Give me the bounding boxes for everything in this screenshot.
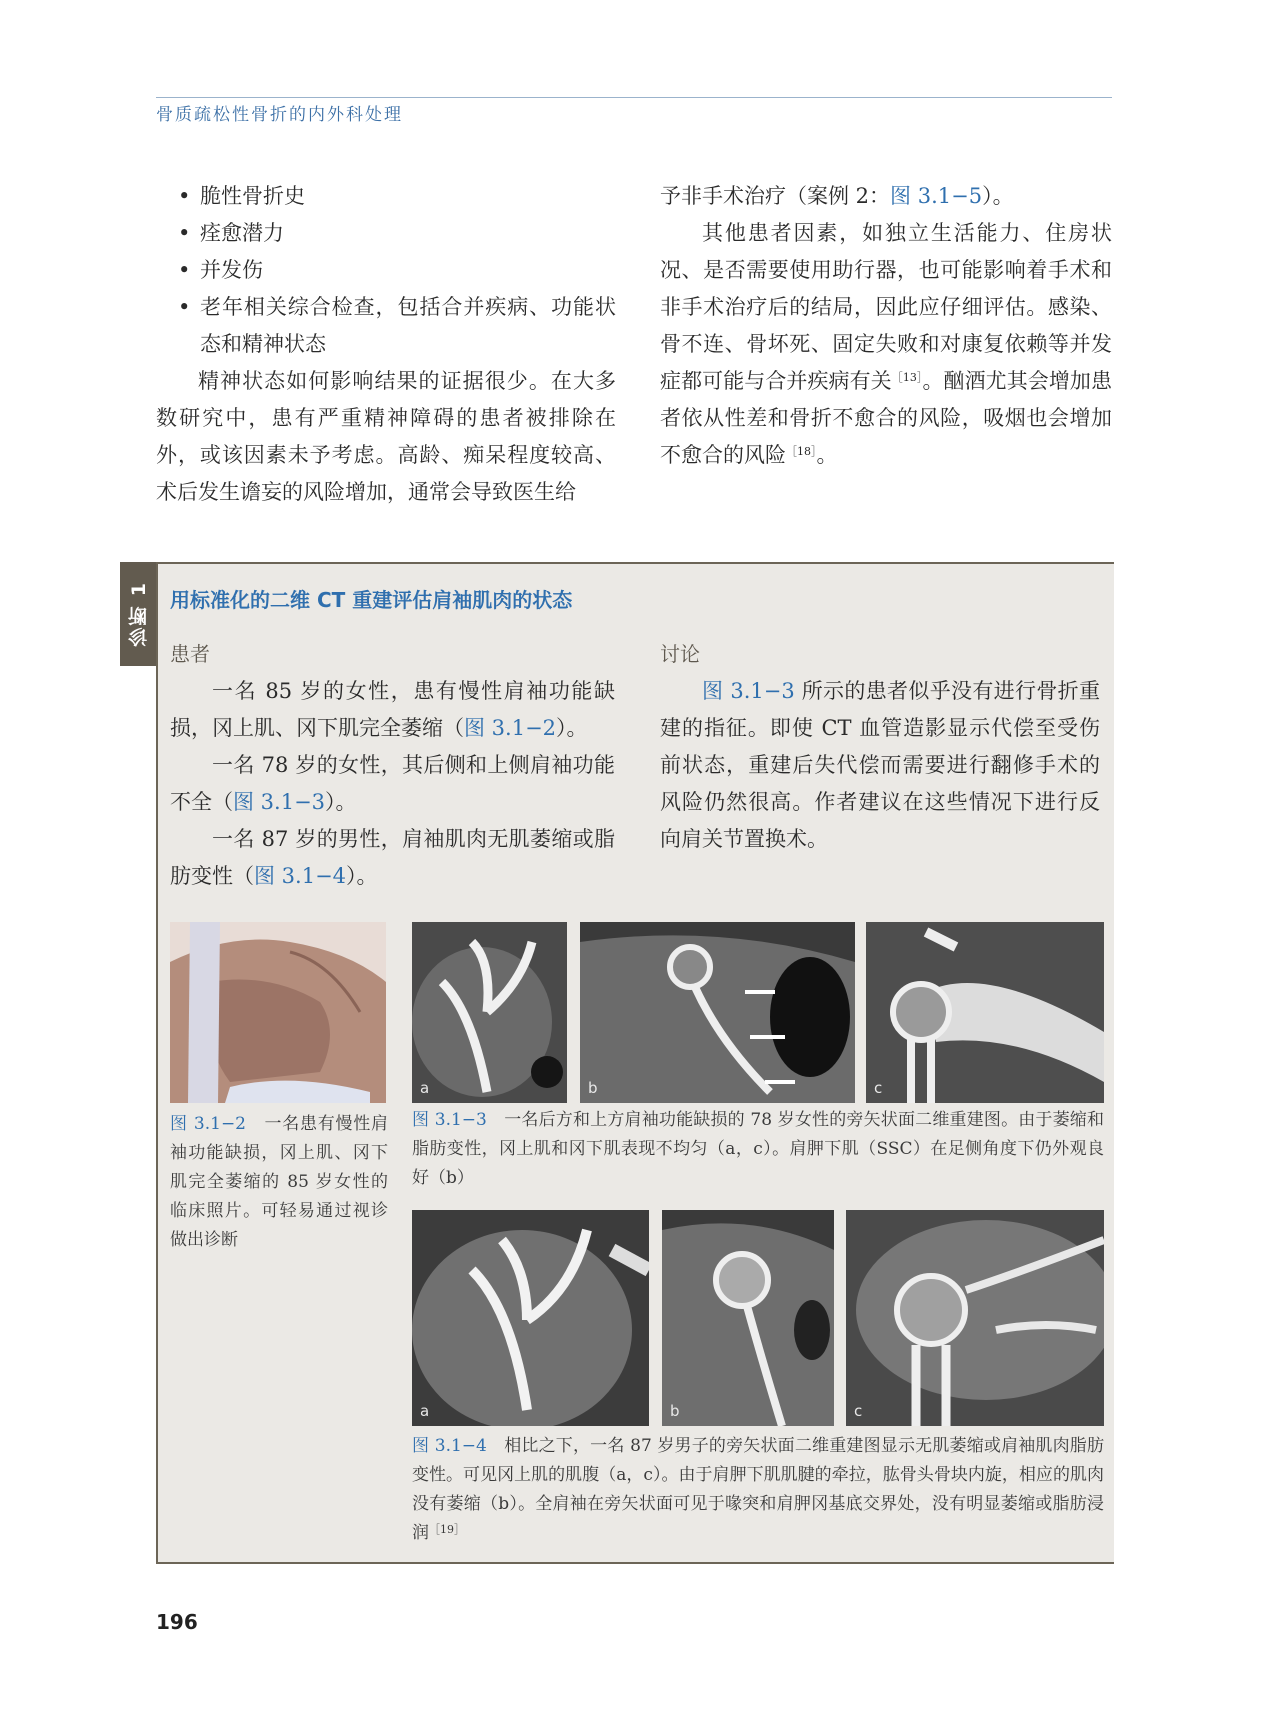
- body-line: 予非手术治疗（案例 2：图 3.1−5）。: [660, 184, 1014, 208]
- panel-label: b: [588, 1079, 598, 1097]
- header-rule: [156, 97, 1112, 98]
- citation[interactable]: ［18］: [786, 445, 817, 458]
- left-column: [156, 178, 616, 511]
- list-item: • 痊愈潜力: [156, 215, 616, 252]
- body-paragraph: 精神状态如何影响结果的证据很少。在大多数研究中，患有严重精神障碍的患者被排除在外，或该因素未予考虑。高龄、痴呆程度较高、术后发生谵妄的风险增加，通常会导致医生给: [156, 369, 616, 504]
- right-column: [660, 178, 1112, 474]
- figure-number: 图 3.1−3: [412, 1110, 487, 1130]
- list-item: • 并发伤: [156, 252, 616, 289]
- ct-image-graphic: [412, 1210, 649, 1426]
- ct-image-graphic: [866, 922, 1104, 1103]
- citation[interactable]: ［19］: [429, 1523, 465, 1536]
- ct-image-graphic: [412, 922, 567, 1103]
- list-item: • 脆性骨折史: [156, 178, 616, 215]
- ct-panel-3b: [580, 922, 855, 1103]
- figure-caption-3-1-2: 图 3.1−2 一名患有慢性肩袖功能缺损，冈上肌、冈下肌完全萎缩的 85 岁女性的临床照片。可轻易通过视诊做出诊断: [170, 1114, 388, 1250]
- patients-heading: 患者: [170, 642, 210, 666]
- figure-ref-link[interactable]: 图 3.1−3: [233, 790, 326, 814]
- panel-label: a: [420, 1402, 430, 1420]
- ct-panel-4c: [846, 1210, 1104, 1426]
- discussion-paragraph: 图 3.1−3 所示的患者似乎没有进行骨折重建的指征。即使 CT 血管造影显示代偿至受伤前状态，重建后失代偿而需要进行翻修手术的风险仍然很高。作者建议在这些情况下进行反向肩关节置换术。: [660, 679, 1100, 851]
- discussion-column: [660, 673, 1100, 858]
- list-item: • 老年相关综合检查，包括合并疾病、功能状态和精神状态: [156, 289, 616, 363]
- box-tab: 诊断 1: [120, 562, 156, 666]
- figure-number: 图 3.1−2: [170, 1114, 246, 1134]
- panel-label: c: [874, 1079, 883, 1097]
- ct-image-graphic: [846, 1210, 1104, 1426]
- clinical-photo-graphic: [170, 922, 386, 1103]
- patient-paragraph: 一名 85 岁的女性，患有慢性肩袖功能缺损，冈上肌、冈下肌完全萎缩（图 3.1−2）。: [170, 679, 615, 740]
- box-title: 用标准化的二维 CT 重建评估肩袖肌肉的状态: [170, 588, 573, 612]
- panel-label: a: [420, 1079, 430, 1097]
- figure-ref-link[interactable]: 图 3.1−5: [890, 184, 983, 208]
- panel-label: c: [854, 1402, 863, 1420]
- figure-ref-link[interactable]: 图 3.1−4: [254, 864, 347, 888]
- patients-column: [170, 673, 615, 895]
- patient-paragraph: 一名 87 岁的男性，肩袖肌肉无肌萎缩或脂肪变性（图 3.1−4）。: [170, 827, 615, 888]
- ct-panel-3c: [866, 922, 1104, 1103]
- figure-caption-3-1-4: 图 3.1−4 相比之下，一名 87 岁男子的旁矢状面二维重建图显示无肌萎缩或肩袖肌肉脂肪变性。可见冈上肌的肌腹（a，c）。由于肩胛下肌肌腱的牵拉，肱骨头骨块内旋，相应的肌肉没有萎缩（b）。全肩袖在旁矢状面可见于喙突和肩胛冈基底交界处，没有明显萎缩或脂肪浸润$^{[19]}$: [412, 1436, 1104, 1543]
- ct-panel-3a: [412, 922, 567, 1103]
- figure-number: 图 3.1−4: [412, 1436, 487, 1456]
- ct-panel-4a: [412, 1210, 649, 1426]
- panel-label: b: [670, 1402, 680, 1420]
- ct-panel-4b: [662, 1210, 834, 1426]
- figure-caption-3-1-3: 图 3.1−3 一名后方和上方肩袖功能缺损的 78 岁女性的旁矢状面二维重建图。由于萎缩和脂肪变性，冈上肌和冈下肌表现不均匀（a，c）。肩胛下肌（SSC）在足侧角度下仍外观良好（b）: [412, 1110, 1104, 1188]
- figure-ref-link[interactable]: 图 3.1−3: [702, 679, 795, 703]
- patient-paragraph: 一名 78 岁的女性，其后侧和上侧肩袖功能不全（图 3.1−3）。: [170, 753, 615, 814]
- discussion-heading: 讨论: [660, 642, 700, 666]
- running-header: 骨质疏松性骨折的内外科处理: [156, 105, 403, 125]
- ct-image-graphic: [662, 1210, 834, 1426]
- body-paragraph: 其他患者因素，如独立生活能力、住房状况、是否需要使用助行器，也可能影响着手术和非手术治疗后的结局，因此应仔细评估。感染、骨不连、骨坏死、固定失败和对康复依赖等并发症都可能与合并疾病有关$^{[13]}$。酗酒尤其会增加患者依从性差和骨折不愈合的风险，吸烟也会增加不愈合的风险$^{[18]}$。: [660, 221, 1112, 467]
- citation[interactable]: ［13］: [891, 371, 923, 384]
- page-number: 196: [156, 1610, 198, 1634]
- ct-image-graphic: [580, 922, 855, 1103]
- figure-ref-link[interactable]: 图 3.1−2: [464, 716, 557, 740]
- clinical-photo: [170, 922, 386, 1103]
